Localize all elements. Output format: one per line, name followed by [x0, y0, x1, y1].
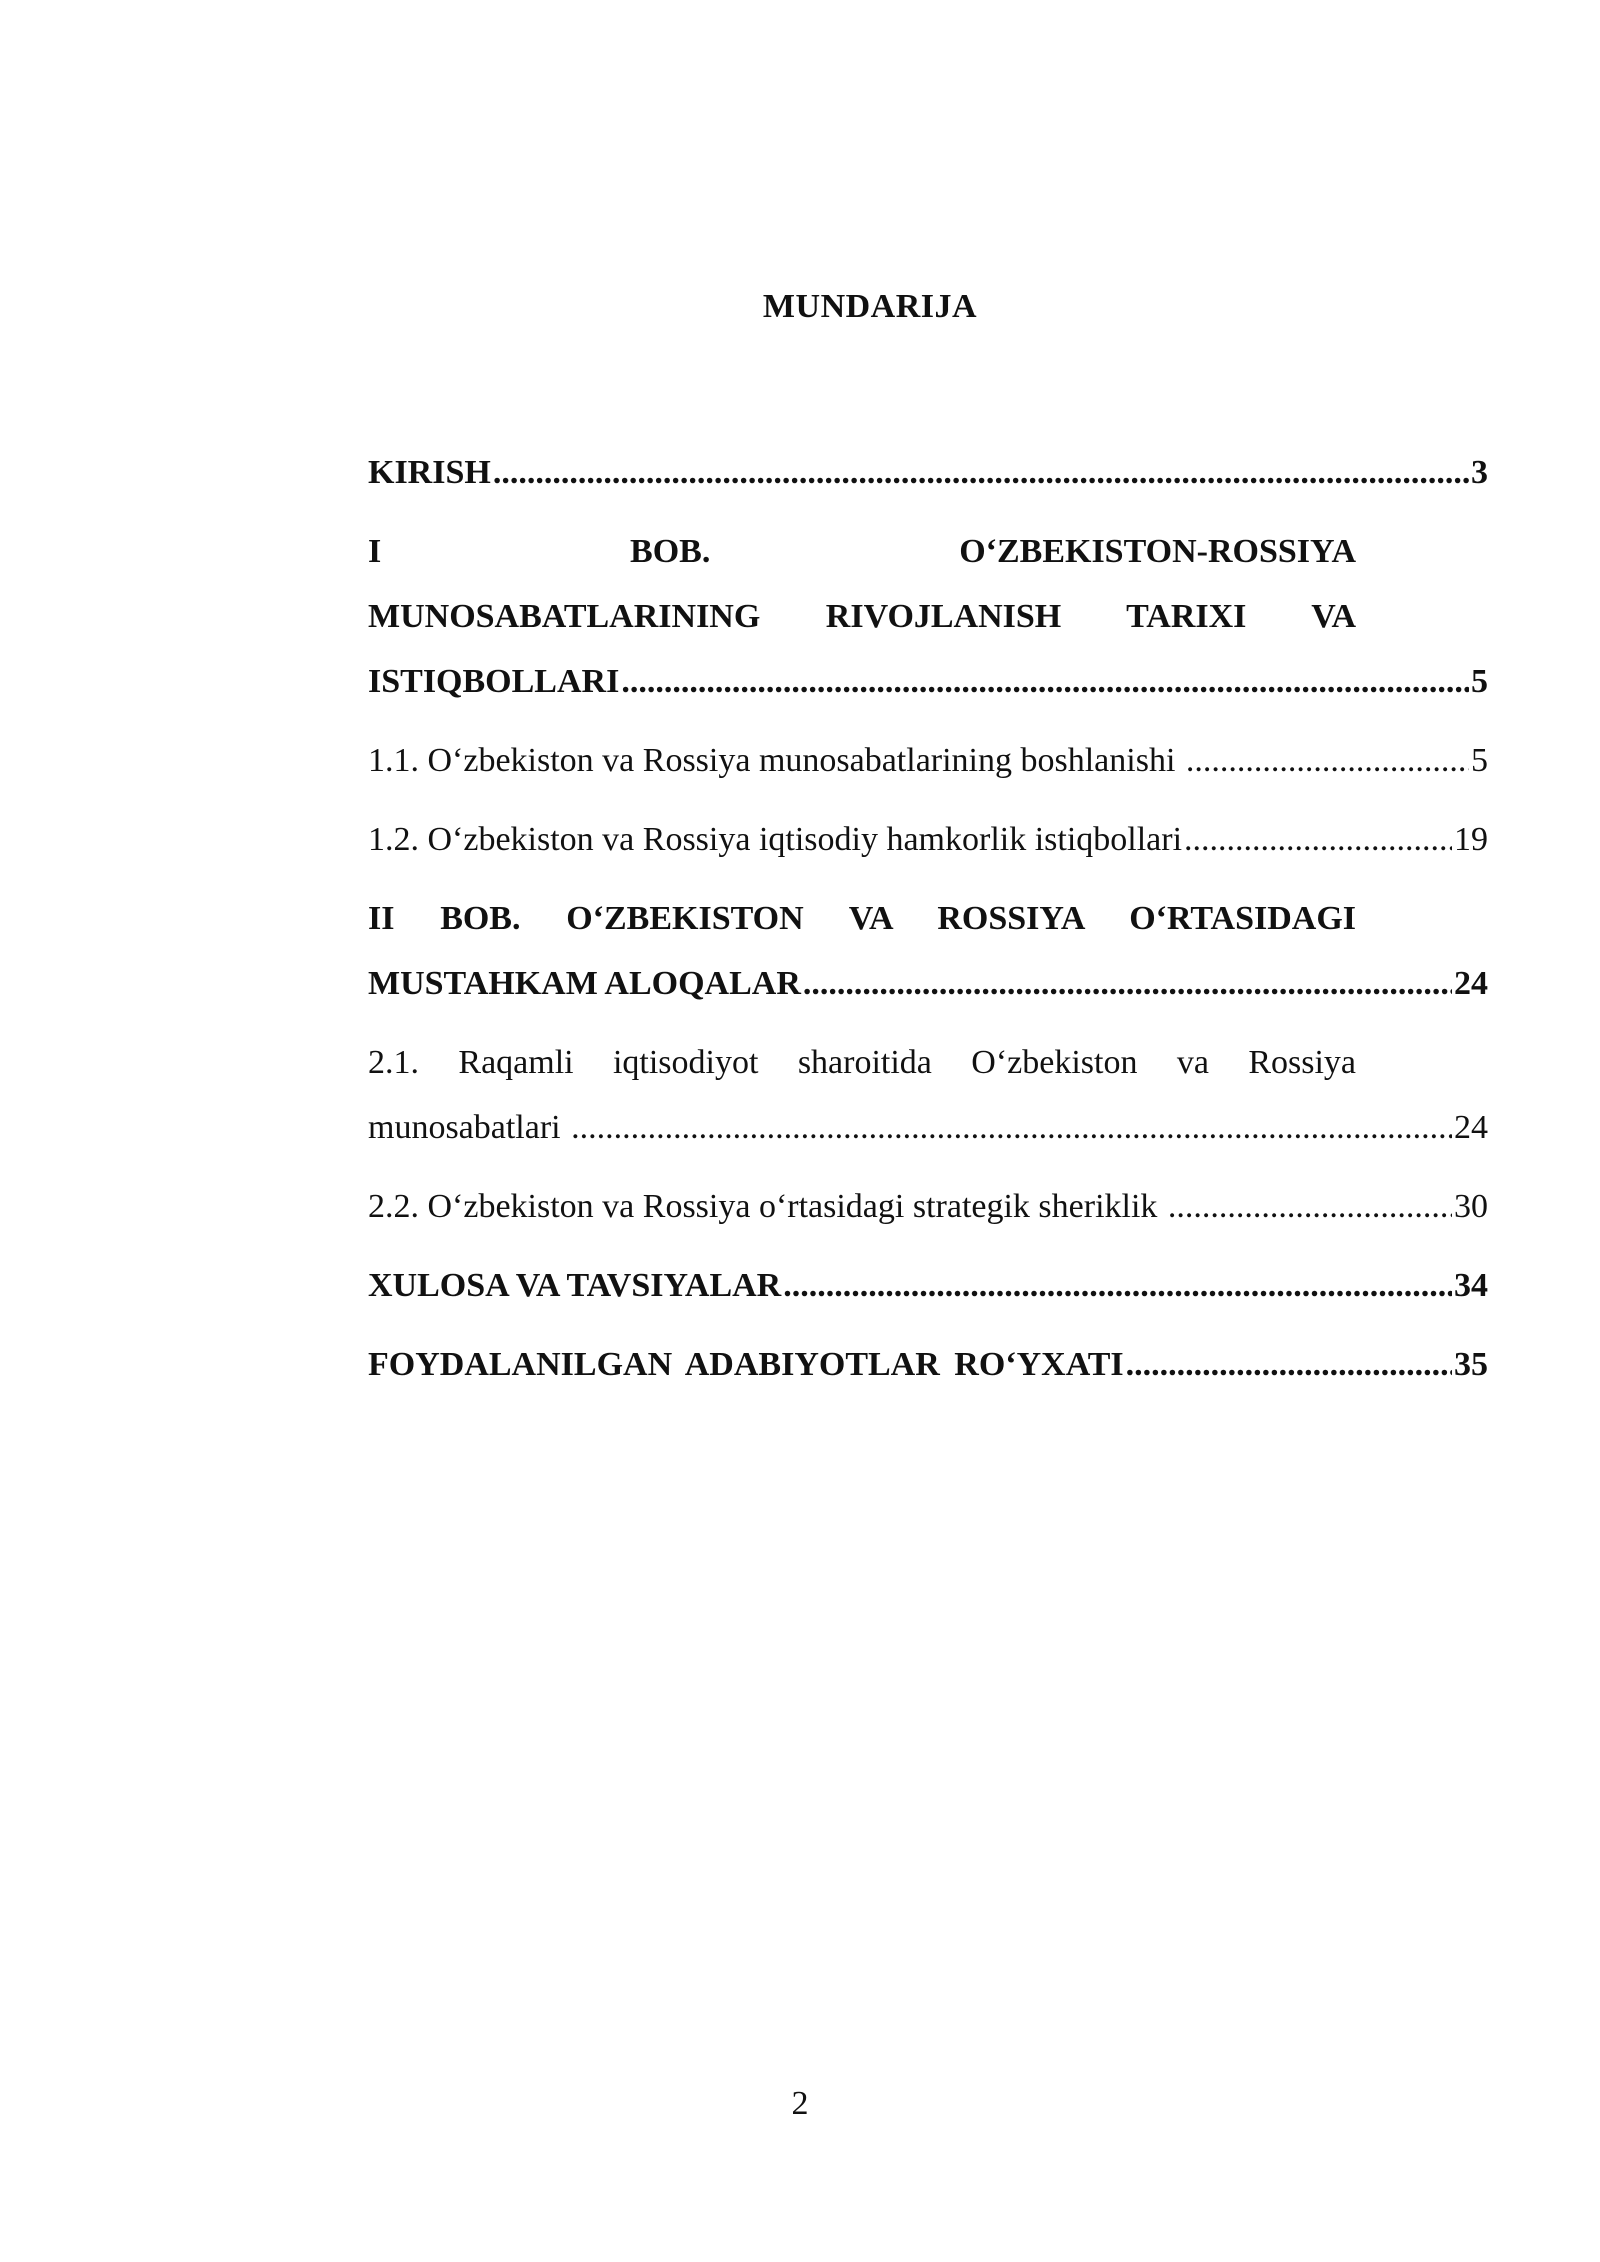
toc-entry-text: munosabatlari — [368, 1109, 570, 1146]
toc-entry-text: XULOSA VA TAVSIYALAR — [368, 1267, 782, 1304]
toc-page-number: 24 — [1454, 1109, 1488, 1146]
toc-entry-chapter-2[interactable] — [368, 886, 1488, 1016]
toc-entry-text: MUSTAHKAM ALOQALAR — [368, 965, 801, 1002]
toc-entry-section-2-2[interactable] — [368, 1174, 1488, 1239]
toc-entry-conclusion[interactable] — [368, 1253, 1488, 1318]
dot-leader — [1168, 1174, 1452, 1239]
toc-entry-references[interactable] — [368, 1332, 1488, 1397]
page-title: MUNDARIJA — [762, 288, 978, 325]
toc-entry-text: ISTIQBOLLARI — [368, 663, 620, 700]
toc-entry-chapter-1[interactable] — [368, 519, 1488, 714]
dot-leader — [803, 951, 1452, 1016]
dot-leader — [1186, 728, 1469, 793]
dot-leader — [1126, 1332, 1452, 1397]
toc-page-number: 19 — [1454, 821, 1488, 858]
toc-entry-kirish[interactable] — [368, 440, 1488, 505]
toc-entry-section-1-1[interactable] — [368, 728, 1488, 793]
toc-entry-text: 1.1. O‘zbekiston va Rossiya munosabatlarining boshlanishi — [368, 742, 1184, 779]
toc-entry-text: 1.2. O‘zbekiston va Rossiya iqtisodiy hamkorlik istiqbollari — [368, 821, 1183, 858]
toc-page-number: 35 — [1454, 1346, 1488, 1383]
toc-entry-section-1-2[interactable] — [368, 807, 1488, 872]
toc-entry-text: MUNOSABATLARINING RIVOJLANISH TARIXI VA — [368, 598, 1356, 635]
dot-leader — [621, 649, 1469, 714]
toc-entry-text: 2.1. Raqamli iqtisodiyot sharoitida O‘zbekiston va Rossiya — [368, 1044, 1356, 1081]
dot-leader — [571, 1095, 1452, 1160]
toc-page-number: 5 — [1471, 742, 1488, 779]
page-number: 2 — [791, 2085, 809, 2122]
toc-entry-text: II BOB. O‘ZBEKISTON VA ROSSIYA O‘RTASIDAGI — [368, 900, 1356, 937]
toc-entry-text: I BOB. O‘ZBEKISTON-ROSSIYA — [368, 533, 1356, 570]
table-of-contents — [368, 440, 1488, 1411]
toc-page-number: 24 — [1454, 965, 1488, 1002]
dot-leader — [783, 1253, 1452, 1318]
dot-leader — [1184, 807, 1452, 872]
toc-entry-text: KIRISH — [368, 454, 491, 491]
dot-leader — [493, 440, 1469, 505]
toc-entry-text: 2.2. O‘zbekiston va Rossiya o‘rtasidagi strategik sheriklik — [368, 1188, 1166, 1225]
toc-page-number: 34 — [1454, 1267, 1488, 1304]
toc-page-number: 3 — [1471, 454, 1488, 491]
toc-entry-section-2-1[interactable] — [368, 1030, 1488, 1160]
toc-page-number: 5 — [1471, 663, 1488, 700]
toc-entry-text: FOYDALANILGAN ADABIYOTLAR RO‘YXATI — [368, 1346, 1124, 1383]
toc-page-number: 30 — [1454, 1188, 1488, 1225]
